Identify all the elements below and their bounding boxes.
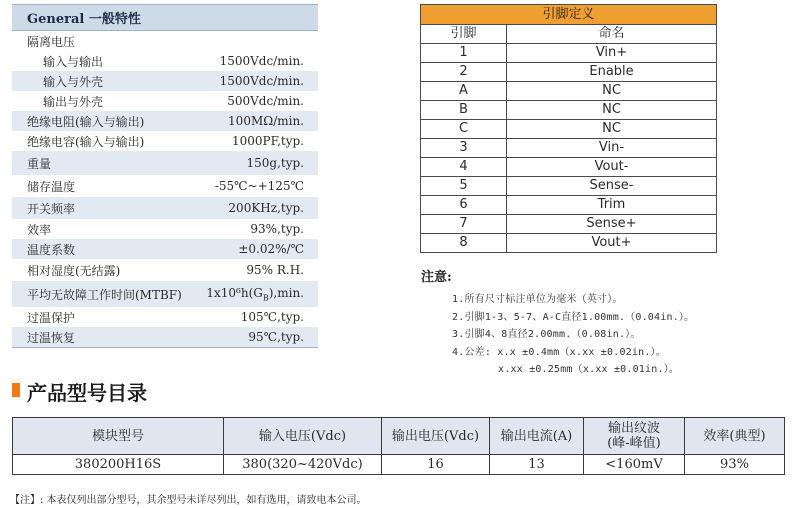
spec-value: 1000PF,typ. [232,134,304,148]
spec-value-main: 1x10⁶h(G [206,285,263,300]
general-spec-bottom-rule [12,347,318,348]
pin-number: 3 [421,139,507,158]
cell-efficiency: 93% [685,455,785,475]
pin-row [421,158,717,177]
pin-rows [421,44,717,253]
spec-value: ±0.02%/℃ [238,242,304,256]
section-marker-icon [12,383,20,397]
spec-label: 温度系数 [27,242,76,257]
pin-name: Vin+ [507,44,717,63]
col-model: 模块型号 [13,418,224,455]
pin-number: 2 [421,63,507,82]
spec-label: 重量 [27,156,52,171]
pin-row [421,44,717,63]
catalog-footnote: 【注】: 本表仅列出部分型号，其余型号未详尽列出，如有选用，请致电本公司。 [10,495,367,506]
spec-label: 效率 [27,222,52,237]
general-spec-row [12,71,318,91]
pin-name: Vout- [507,158,717,177]
general-spec-row [12,51,318,71]
spec-value-tail: ),min. [268,285,304,300]
pin-row [421,139,717,158]
note-item-4: 4.公差: x.x ±0.4mm（x.xx ±0.02in.）。 [452,347,666,358]
pin-row [421,234,717,253]
spec-value: 200KHz,typ. [228,201,304,215]
general-spec-title: General 一般特性 [12,4,318,31]
spec-label: 绝缘电阻(输入与输出) [27,114,145,129]
spec-label: 相对湿度(无结露) [27,263,121,278]
cell-output-current: 13 [490,455,584,475]
pin-number: 7 [421,215,507,234]
col-output-voltage: 输出电压(Vdc) [382,418,490,455]
col-ripple-line1: 输出纹波 [607,421,660,436]
pin-number: 6 [421,196,507,215]
model-catalog-header-row [13,418,785,455]
note-item-1: 1.所有尺寸标注单位为毫米（英寸）。 [452,294,623,305]
col-efficiency: 效率(典型) [685,418,785,455]
spec-label: 储存温度 [27,179,76,194]
spec-value: 95% R.H. [246,263,304,277]
general-spec-row [12,281,318,307]
pin-name: NC [507,101,717,120]
spec-value [206,286,304,302]
general-spec-row [12,31,318,51]
spec-label: 过温保护 [27,310,76,325]
spec-value: 150g,typ. [246,156,304,170]
general-spec-rows [12,31,318,347]
col-ripple [584,418,685,455]
general-spec-row [12,111,318,131]
pin-table-caption: 引脚定义 [421,5,717,25]
cell-input-voltage: 380(320~420Vdc) [224,455,382,475]
general-spec-row [12,175,318,197]
pin-row [421,63,717,82]
cell-output-voltage: 16 [382,455,490,475]
note-item-3: 3.引脚4、8直径2.00mm.（0.08in.）。 [452,329,641,340]
pin-number: 5 [421,177,507,196]
general-spec-row [12,151,318,175]
pin-header-pin: 引脚 [421,25,507,44]
model-catalog-table [12,417,785,475]
pin-name: NC [507,120,717,139]
spec-value: -55℃~+125℃ [214,179,304,193]
spec-label: 绝缘电容(输入与输出) [27,134,145,149]
pin-row [421,120,717,139]
col-ripple-line2: (峰-峰值) [607,436,661,451]
spec-label: 开关频率 [27,201,76,216]
pin-name: Vout+ [507,234,717,253]
general-spec-row [12,197,318,219]
pin-number: 8 [421,234,507,253]
spec-value: 500Vdc/min. [227,94,304,108]
spec-value: 1500Vdc/min. [219,54,304,68]
pin-name: Enable [507,63,717,82]
pin-row [421,82,717,101]
spec-label: 输入与输出 [43,54,104,69]
spec-label: 平均无故障工作时间(MTBF) [27,287,182,302]
general-spec-row [12,239,318,259]
pin-number: 4 [421,158,507,177]
notes-title: 注意: [421,270,452,285]
spec-value: 95℃,typ. [248,330,304,344]
spec-label: 过温恢复 [27,330,76,345]
cell-model: 380200H16S [13,455,224,475]
general-spec-row [12,327,318,347]
pin-number: A [421,82,507,101]
general-spec-row [12,307,318,327]
pin-name: Trim [507,196,717,215]
pin-number: C [421,120,507,139]
spec-label: 隔离电压 [27,34,76,49]
general-spec-row [12,91,318,111]
pin-definition-table [420,4,717,253]
pin-name: Vin- [507,139,717,158]
pin-header-name: 命名 [507,25,717,44]
spec-label: 输出与外壳 [43,94,104,109]
col-output-current: 输出电流(A) [490,418,584,455]
general-spec-row [12,131,318,151]
cell-ripple: <160mV [584,455,685,475]
pin-row [421,215,717,234]
pin-number: B [421,101,507,120]
spec-value: 93%,typ. [250,222,304,236]
pin-row [421,101,717,120]
pin-name: Sense+ [507,215,717,234]
pin-name: Sense- [507,177,717,196]
spec-value: 1500Vdc/min. [219,74,304,88]
general-spec-table [12,4,318,348]
pin-row [421,177,717,196]
general-spec-row [12,259,318,281]
model-row [13,455,785,475]
spec-value: 105℃,typ. [240,310,304,324]
spec-label: 输入与外壳 [43,74,104,89]
pin-row [421,196,717,215]
spec-value: 100MΩ/min. [228,114,304,128]
pin-number: 1 [421,44,507,63]
note-item-4-continued: x.xx ±0.25mm（x.xx ±0.01in.）。 [498,364,680,375]
note-item-2: 2.引脚1-3、5-7、A-C直径1.00mm.（0.04in.）。 [452,312,695,323]
catalog-title: 产品型号目录 [27,381,147,405]
col-input-voltage: 输入电压(Vdc) [224,418,382,455]
general-spec-row [12,219,318,239]
spec-value-subscript: B [262,293,269,303]
pin-name: NC [507,82,717,101]
